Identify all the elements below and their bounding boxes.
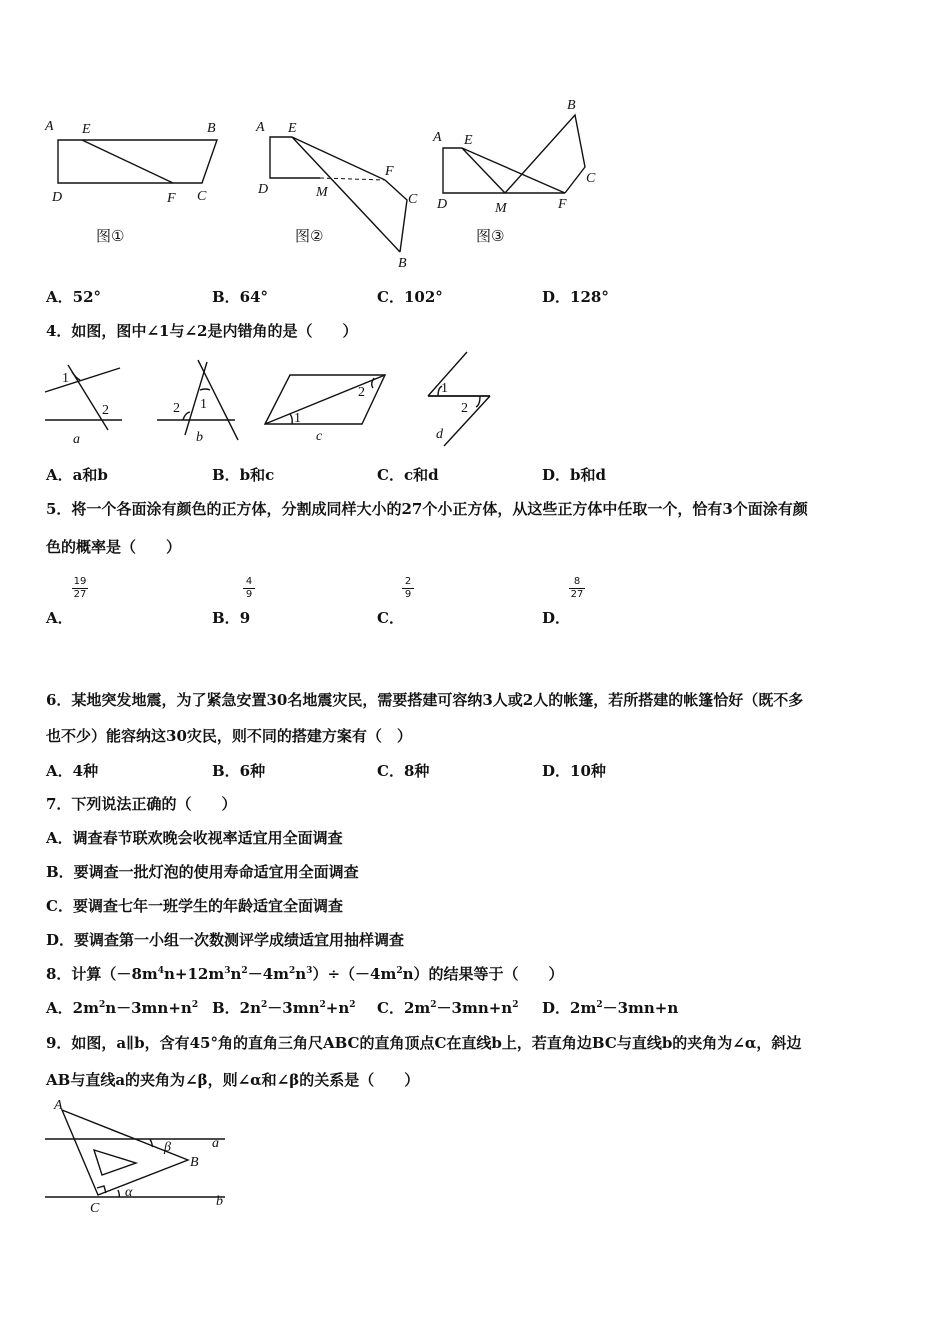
q4-option-a[interactable]: A．a和b xyxy=(46,466,108,484)
q5-option-d-fraction xyxy=(569,576,585,601)
q3-f3-label-B: B xyxy=(567,98,576,113)
q4-c-line-label: c xyxy=(316,429,323,444)
q9-figure xyxy=(40,1095,240,1220)
q7-stem: 7．下列说法正确的（ ） xyxy=(46,795,237,813)
q3-f1-label-D: D xyxy=(52,190,63,205)
q5-option-b-tail: 9 xyxy=(239,609,251,627)
q3-f1-label-A: A xyxy=(45,119,54,134)
q4-option-d[interactable]: D．b和d xyxy=(542,466,606,484)
q4-d-angle-1: 1 xyxy=(441,381,448,396)
q3-f1-label-F: F xyxy=(167,191,176,206)
q3-option-c[interactable]: C．102° xyxy=(377,288,443,306)
q5-option-b-denominator: 9 xyxy=(243,588,255,601)
q3-f2-label-D: D xyxy=(258,182,269,197)
q9-label-beta: β xyxy=(164,1140,171,1155)
q4-c-angle-2: 2 xyxy=(358,385,365,400)
q4-option-c[interactable]: C．c和d xyxy=(377,466,439,484)
q3-f2-label-A: A xyxy=(256,120,265,135)
q3-f1-label-B: B xyxy=(207,121,216,136)
q6-option-d[interactable]: D．10种 xyxy=(542,762,606,780)
q4-option-b[interactable]: B．b和c xyxy=(212,466,275,484)
q6-stem-line1: 6．某地突发地震，为了紧急安置30名地震灾民，需要搭建可容纳3人或2人的帐篷，若所搭建的帐篷恰好（既不多 xyxy=(46,691,804,709)
q3-f2-label-C: C xyxy=(408,192,418,207)
q5-option-b-numerator: 4 xyxy=(245,576,253,587)
q3-figure-3 xyxy=(432,98,596,216)
q3-f2-label-B: B xyxy=(398,256,407,271)
q5-option-a-denominator: 27 xyxy=(73,589,87,600)
q4-figure-d xyxy=(428,352,490,446)
q4-figure-c xyxy=(265,375,385,444)
q8-option-c[interactable]: C．$2m^2-3mn+n^2$ xyxy=(377,999,519,1017)
q5-option-d-numerator: 8 xyxy=(573,576,581,587)
q7-option-a[interactable]: A．调查春节联欢晚会收视率适宜用全面调查 xyxy=(46,829,343,847)
q5-option-a[interactable] xyxy=(46,607,73,628)
q3-f2-label-M: M xyxy=(316,185,328,200)
q3-f3-label-D: D xyxy=(437,197,448,212)
q5-stem-line1: 5．将一个各面涂有颜色的正方体，分割成同样大小的27个小正方体，从这些正方体中任取一个，恰有3个面涂有颜 xyxy=(46,500,808,518)
q4-stem: 4．如图，图中∠1与∠2是内错角的是（ ） xyxy=(46,322,358,340)
q4-a-line-label: a xyxy=(73,432,80,447)
q3-f3-label-E: E xyxy=(464,133,473,148)
q3-figures-svg xyxy=(40,95,620,275)
q5-option-a-numerator: 19 xyxy=(73,576,87,587)
q4-d-angle-2: 2 xyxy=(461,401,468,416)
q3-figure-1 xyxy=(44,119,217,206)
q9-stem-line2: AB与直线a的夹角为∠β，则∠α和∠β的关系是（ ） xyxy=(46,1071,420,1089)
q3-figure-group xyxy=(40,95,620,275)
q3-figure-caption-1: 图① xyxy=(96,227,125,245)
q3-option-d[interactable]: D．128° xyxy=(542,288,609,306)
q5-option-b-fraction xyxy=(243,576,255,601)
q6-option-a[interactable]: A．4种 xyxy=(46,762,99,780)
q8-option-d[interactable]: D．$2m^2-3mn+n$ xyxy=(542,999,679,1017)
q3-f3-label-M: M xyxy=(495,201,507,216)
q4-b-angle-2: 2 xyxy=(173,401,180,416)
q7-option-d[interactable]: D．要调查第一小组一次数测评学成绩适宜用抽样调查 xyxy=(46,931,405,949)
q5-option-a-letter: A． xyxy=(46,609,73,627)
q6-option-c[interactable]: C．8种 xyxy=(377,762,430,780)
q3-f3-label-A: A xyxy=(433,130,442,145)
q5-option-c-letter: C． xyxy=(377,609,404,627)
q5-option-d-denominator: 27 xyxy=(570,589,584,600)
q5-option-a-fraction xyxy=(72,576,88,601)
q8-stem: 8．计算$(-8m^4n+12m^3n^2-4m^2n^3)\div(-4m^2n)$的结果等于（ ） xyxy=(46,965,564,983)
q4-figure-b xyxy=(157,360,238,445)
q5-option-b-letter: B． xyxy=(212,609,240,627)
q5-option-b[interactable] xyxy=(212,607,250,628)
q4-figures-svg xyxy=(40,350,510,450)
q4-b-line-label: b xyxy=(196,430,203,445)
q9-label-B: B xyxy=(190,1155,199,1170)
q9-stem-line1: 9．如图，a∥b，含有45°角的直角三角尺ABC的直角顶点C在直线b上，若直角边BC与直线b的夹角为∠α，斜边 xyxy=(46,1034,802,1052)
q6-stem-line2: 也不少）能容纳这30灾民，则不同的搭建方案有（ ） xyxy=(46,727,412,745)
q7-option-b[interactable]: B．要调查一批灯泡的使用寿命适宜用全面调查 xyxy=(46,863,359,881)
q3-option-b[interactable]: B．64° xyxy=(212,288,269,306)
q3-f1-label-C: C xyxy=(197,189,207,204)
q5-option-c-numerator: 2 xyxy=(404,576,412,587)
q4-d-line-label: d xyxy=(436,427,443,442)
q8-option-a[interactable]: A．$2m^2n-3mn+n^2$ xyxy=(46,999,199,1017)
q9-label-A: A xyxy=(54,1098,63,1113)
q6-option-b[interactable]: B．6种 xyxy=(212,762,266,780)
q4-a-angle-2: 2 xyxy=(102,403,109,418)
q3-figure-caption-3: 图③ xyxy=(476,227,505,245)
q4-b-angle-1: 1 xyxy=(200,397,207,412)
q5-option-d-letter: D． xyxy=(542,609,571,627)
q5-option-c-denominator: 9 xyxy=(402,588,414,601)
q4-a-angle-1: 1 xyxy=(62,371,69,386)
q9-label-C: C xyxy=(90,1201,100,1216)
q3-f2-label-F: F xyxy=(385,164,394,179)
q4-c-angle-1: 1 xyxy=(294,411,301,426)
q3-figure-caption-2: 图② xyxy=(295,227,324,245)
q9-label-a: a xyxy=(212,1136,219,1151)
q9-figure-svg xyxy=(40,1095,240,1220)
q3-option-a[interactable]: A．52° xyxy=(46,288,102,306)
q9-label-alpha: α xyxy=(125,1185,133,1200)
q4-figure-group xyxy=(40,350,510,450)
q5-option-d[interactable] xyxy=(542,607,570,628)
q5-option-c-fraction xyxy=(402,576,414,601)
q3-f3-label-C: C xyxy=(586,171,596,186)
q8-option-b[interactable]: B．$2n^2-3mn^2+n^2$ xyxy=(212,999,356,1017)
q5-option-c[interactable] xyxy=(377,607,404,628)
q3-figure-2 xyxy=(255,120,418,271)
q9-label-b: b xyxy=(216,1194,223,1209)
q4-figure-a xyxy=(45,365,122,447)
q3-f1-label-E: E xyxy=(82,122,91,137)
q5-stem-line2: 色的概率是（ ） xyxy=(46,538,182,556)
q3-f3-label-F: F xyxy=(558,197,567,212)
q3-f2-label-E: E xyxy=(288,121,297,136)
q7-option-c[interactable]: C．要调查七年一班学生的年龄适宜全面调查 xyxy=(46,897,343,915)
